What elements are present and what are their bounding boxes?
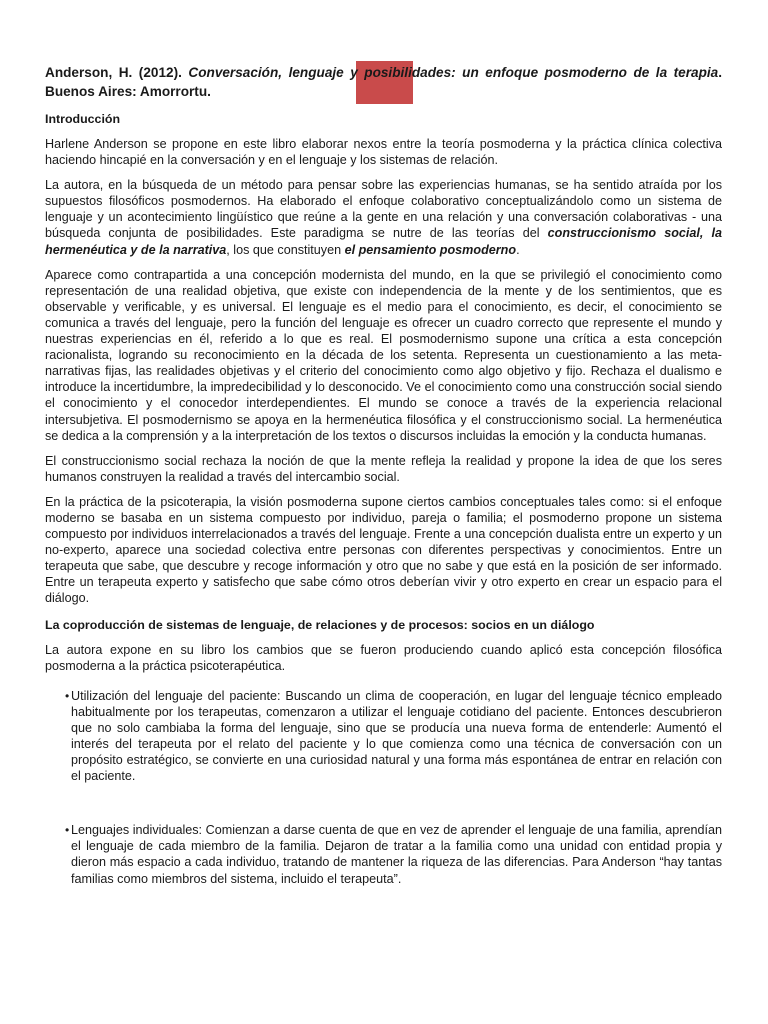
intro-heading: Introducción xyxy=(45,112,121,126)
bullet-icon: • xyxy=(65,688,70,703)
paragraph-2-end: . xyxy=(516,242,520,257)
reference-publisher: . Buenos Aires: Amorrortu. xyxy=(45,65,722,99)
paragraph-2-text: La autora, en la búsqueda de un método para pensar sobre las experiencias humanas, se ha sentido atraída por los supuestos filosóficos posmodernos. Ha elaborado el enfoque colaborativo conceptualizándolo como un sistema de lenguaje y un acontecimiento lingüístico que reúne a la gente en una relación y una conversación colaborativas - una búsqueda conjunta de posibilidades. Este paradigma se nutre de las teorías del xyxy=(45,178,722,241)
bullet-list xyxy=(45,688,722,887)
bibliographic-reference xyxy=(45,63,722,101)
list-item-text: Utilización del lenguaje del paciente: Buscando un clima de cooperación, en lugar del lenguaje técnico empleado habitualmente por los terapeutas, comenzaron a utilizar el lenguaje cotidiano del paciente. Entonces descubrieron que no solo cambiaba la forma del lenguaje, sino que se producía una nueva forma de entenderle: Aumentó el interés del terapeuta por el relato del paciente y lo que comienza como una técnica de conversación con un propósito estratégico, se convierte en una curiosidad natural y una forma más espontánea de entrar en relación con el paciente. xyxy=(71,688,722,784)
list-item xyxy=(45,688,722,785)
paragraph-5: En la práctica de la psicoterapia, la visión posmoderna supone ciertos cambios conceptuales tales como: si el enfoque moderno se basaba en un sistema compuesto por individuo, pareja o familia; el posmoderno propone un sistema compuesto por individuos interrelacionados a través del lenguaje. Frente a una concepción dualista entre un experto y un no-experto, aparece una sociedad colectiva entre personas con diferentes perspectivas y conocimientos. Entre un terapeuta que sabe, que descubre y recoge información y otro que no sabe y que está en la posición de ser informado. Entre un terapeuta experto y satisfecho que sabe cómo otros deberían vivir y otro experto en crear un espacio para el diálogo. xyxy=(45,494,722,606)
paragraph-2-mid: , los que constituyen xyxy=(226,242,345,257)
reference-title: Conversación, lenguaje y posibilidades: un enfoque posmoderno de la terapia xyxy=(188,65,719,80)
paragraph-2 xyxy=(45,177,722,257)
paragraph-2-emphasis-1: construccionismo social, la hermenéutica y de la narrativa xyxy=(45,226,723,257)
paragraph-3: Aparece como contrapartida a una concepción modernista del mundo, en la que se privilegió el conocimiento como representación de una realidad objetiva, que existe con independencia de la mente y de los sentimientos, que es observable y verificable, y es universal. El lenguaje es el medio para el conocimiento, es decir, el conocimiento se comunica a través del lenguaje, pero la función del lenguaje es ofrecer un cuadro correcto que represente el mundo y nuestras experiencias en él, referido a lo que es real. El posmodernismo supone una crítica a esta concepción racionalista, logrando su reconocimiento en la década de los setenta. Representa un cuestionamiento a las meta-narrativas fijas, las realidades objetivas y el criterio del conocimiento como algo objetivo y fijo. Rechaza el dualismo e introduce la incertidumbre, la impredecibilidad y lo desconocido. Ve el conocimiento como una construcción social siendo el conocimiento y el conocedor interdependientes. El mundo se conoce a través de la experiencia relacional intersubjetiva. El posmodernismo se apoya en la hermenéutica filosófica y el construccionismo social. La hermenéutica se dedica a la comprensión y a la interpretación de los textos o discursos incluidas la emoción y la conducta humanas. xyxy=(45,267,722,443)
section-heading-2: La coproducción de sistemas de lenguaje, de relaciones y de procesos: socios en un diálogo xyxy=(45,617,595,632)
list-item-text: Lenguajes individuales: Comienzan a darse cuenta de que en vez de aprender el lenguaje de una familia, aprendían el lenguaje de cada miembro de la familia. Dejaron de tratar a la familia como una unidad con entidad propia y dieron más espacio a cada individuo, tratando de mantener la riqueza de las diferencias. Para Anderson “hay tantas familias como miembros del sistema, incluido el terapeuta”. xyxy=(71,823,722,886)
reference-author: Anderson, H. (2012). xyxy=(45,65,189,80)
document-page xyxy=(45,63,722,887)
paragraph-6: La autora expone en su libro los cambios que se fueron produciendo cuando aplicó esta concepción filosófica posmoderna a la práctica psicoterapéutica. xyxy=(45,642,722,673)
paragraph-2-emphasis-2: el pensamiento posmoderno xyxy=(344,242,517,257)
list-item xyxy=(45,822,722,886)
paragraph-4: El construccionismo social rechaza la noción de que la mente refleja la realidad y propone la idea de que los seres humanos construyen la realidad a través del intercambio social. xyxy=(45,453,722,484)
paragraph-1: Harlene Anderson se propone en este libro elaborar nexos entre la teoría posmoderna y la práctica clínica colectiva haciendo hincapié en la conversación y en el lenguaje y los sistemas de relación. xyxy=(45,137,722,168)
bullet-icon: • xyxy=(65,823,70,838)
